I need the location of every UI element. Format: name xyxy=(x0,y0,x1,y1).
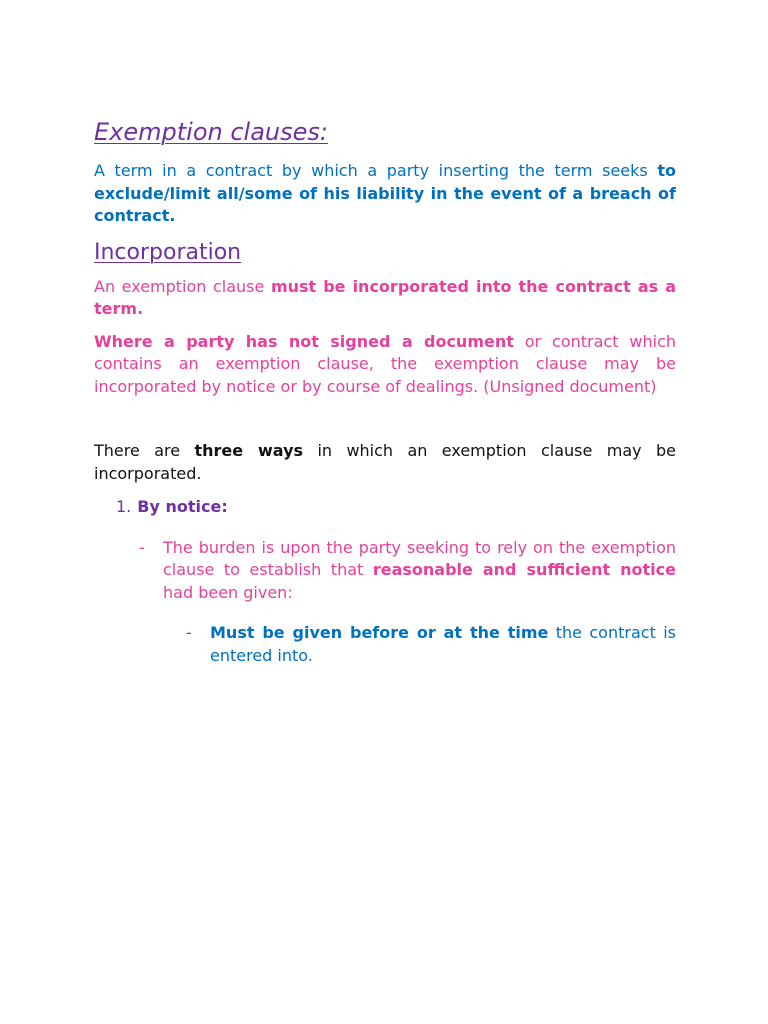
burden-bold-text: reasonable and sufficient notice xyxy=(372,560,677,579)
burden-paragraph xyxy=(163,537,676,605)
intro-text: A term in a contract by which a party inserting the term seeks xyxy=(94,161,658,180)
three-ways-text-1: There are xyxy=(94,441,195,460)
incorporation-heading: Incorporation xyxy=(94,239,242,265)
timing-bold-text: Must be given before or at the time xyxy=(210,623,549,642)
incorporation-text: An exemption clause xyxy=(94,276,271,296)
unsigned-text: or contract which contains an exemption clause, the exemption clause may be incorporated by notice or by course of dealings. (Unsigned document) xyxy=(94,331,677,396)
bullet-item-timing xyxy=(186,622,676,667)
three-ways-paragraph xyxy=(94,440,676,485)
list-number: 1. xyxy=(116,497,132,516)
timing-text: the contract is entered into. xyxy=(210,623,677,665)
bullet-item-burden xyxy=(139,537,676,605)
intro-paragraph xyxy=(94,160,676,228)
burden-text-1: The burden is upon the party seeking to rely on the exemption clause to establish that xyxy=(163,537,676,579)
burden-text-2: had been given: xyxy=(163,582,293,602)
unsigned-bold-text: Where a party has not signed a document xyxy=(94,331,514,351)
dash-bullet: - xyxy=(139,537,145,557)
numbered-list-item xyxy=(116,496,676,519)
intro-bold-text: to exclude/limit all/some of his liability in the event of a breach of contract. xyxy=(94,161,676,225)
three-ways-bold-text: three ways xyxy=(194,441,304,460)
page-title: Exemption clauses: xyxy=(94,118,328,146)
incorporation-bold-text: must be incorporated into the contract as a term. xyxy=(94,276,677,318)
unsigned-document-paragraph xyxy=(94,331,676,399)
three-ways-text-2: in which an exemption clause may be incorporated. xyxy=(94,441,676,483)
list-label: By notice: xyxy=(137,497,228,516)
timing-paragraph xyxy=(210,622,676,667)
document-page xyxy=(94,114,676,667)
dash-bullet: - xyxy=(186,623,192,642)
incorporation-paragraph xyxy=(94,276,676,321)
